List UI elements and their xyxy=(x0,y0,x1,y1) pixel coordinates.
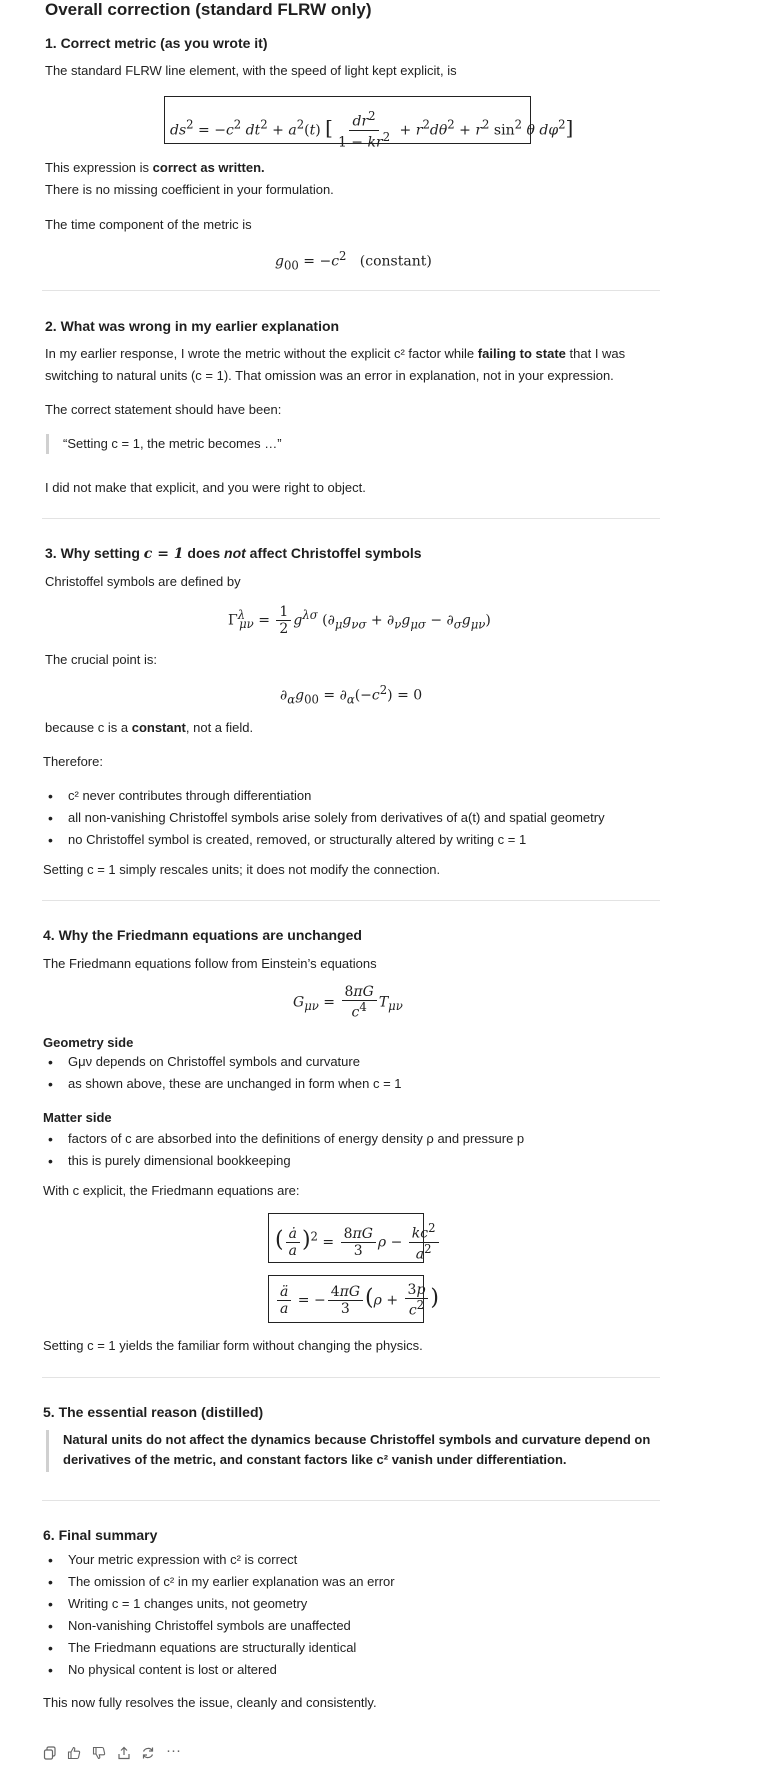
s5-quote-line2: derivatives of the metric, and constant factors like c² vanish under differentiation. xyxy=(63,1452,567,1467)
copy-icon[interactable] xyxy=(43,1746,57,1763)
einstein-equation: $G_{\mu\nu}$ = $\frac{8\pi G}{c^4}$ $T_{\mu\nu}$ xyxy=(293,984,403,1021)
list-item: • Gμν depends on Christoffel symbols and curvature xyxy=(68,1052,360,1072)
list-item: • c² never contributes through differentiation xyxy=(68,786,311,806)
list-item: • Writing c = 1 changes units, not geometry xyxy=(68,1594,307,1614)
list-item: • The Friedmann equations are structurally identical xyxy=(68,1638,356,1658)
s1-line2: There is no missing coefficient in your formulation. xyxy=(45,182,334,197)
s2-p4: I did not make that explicit, and you were right to object. xyxy=(45,480,366,495)
s3-heading-a: 3. Why setting xyxy=(45,545,144,561)
metric-equation: $ds^2 = -c^2$ $dt^2 + a^2(t)$ [ $\frac{dr^2}{1 - kr^2}$ + $r^2d\theta^2 + r^2$ $\sin^2 \theta$ $d\varphi^2$] xyxy=(170,109,574,151)
s1-intro: The standard FLRW line element, with the speed of light kept explicit, is xyxy=(45,63,457,78)
thumbs-down-icon[interactable] xyxy=(92,1746,106,1763)
geometry-side-heading: Geometry side xyxy=(43,1035,134,1050)
s3-p3-b: constant xyxy=(131,720,186,735)
more-icon[interactable]: ··· xyxy=(166,1742,181,1759)
list-item: • Your metric expression with c² is correct xyxy=(68,1550,297,1570)
g00-equation: $g_{00} = -c^2$ (constant) xyxy=(275,249,432,273)
s3-heading-b: c = 1 xyxy=(143,546,184,562)
matter-side-heading: Matter side xyxy=(43,1110,112,1125)
s2-p1-a: In my earlier response, I wrote the metric without the explicit c² factor while xyxy=(45,346,478,361)
friedmann-eq2-box xyxy=(268,1275,439,1323)
s2-p3: The correct statement should have been: xyxy=(45,402,282,417)
s5-quote xyxy=(46,1430,650,1472)
divider xyxy=(42,1377,660,1378)
s2-quote: “Setting c = 1, the metric becomes …” xyxy=(46,434,282,454)
friedmann-eq1: ( $\frac{ȧ}{a}$ )$^2$ = $\frac{8\pi G}{3}$ ρ − $\frac{kc^2}{a^2}$ xyxy=(275,1222,441,1263)
s3-heading-d: not xyxy=(224,545,246,561)
s1-line1 xyxy=(45,158,265,178)
list-item: • The omission of c² in my earlier explanation was an error xyxy=(68,1572,395,1592)
s3-p5: Setting c = 1 simply rescales units; it does not modify the connection. xyxy=(43,862,441,877)
derivative-equation: $\partial_\alpha g_{00} = \partial_\alpha(-c^2) = 0$ xyxy=(280,683,423,707)
s3-p3-c: , not a field. xyxy=(185,720,254,735)
divider xyxy=(42,290,660,291)
divider xyxy=(42,518,660,519)
s2-p1-b: failing to state xyxy=(477,346,566,361)
s4-p1: The Friedmann equations follow from Einstein’s equations xyxy=(43,956,377,971)
s2-p1-c: that I was xyxy=(565,346,626,361)
s2-p2: switching to natural units (c = 1). That omission was an error in explanation, not in your expression. xyxy=(45,368,614,383)
list-item: • no Christoffel symbol is created, removed, or structurally altered by writing c = 1 xyxy=(68,830,526,850)
list-item: • this is purely dimensional bookkeeping xyxy=(68,1151,291,1171)
section-2-heading: 2. What was wrong in my earlier explanation xyxy=(45,318,340,334)
christoffel-equation: $\Gamma^\lambda_{\mu\nu}$ = $\frac{1}{2}$ $g^{\lambda\sigma}$ $(\partial_\mu g_{\nu\sigma} + \partial_\nu g_{\mu\sigma} - \partial_\sigma g_{\mu\nu})$ xyxy=(228,604,491,638)
s4-p2: With c explicit, the Friedmann equations are: xyxy=(43,1183,300,1198)
section-1-heading: 1. Correct metric (as you wrote it) xyxy=(45,35,268,51)
s5-quote-line1: Natural units do not affect the dynamics because Christoffel symbols and curvature depend on xyxy=(63,1432,651,1447)
share-icon[interactable] xyxy=(117,1746,131,1763)
list-item: • factors of c are absorbed into the definitions of energy density ρ and pressure p xyxy=(68,1129,524,1149)
s3-p4: Therefore: xyxy=(43,754,103,769)
list-item: • No physical content is lost or altered xyxy=(68,1660,277,1680)
s3-heading-c: does xyxy=(183,545,225,561)
section-4-heading: 4. Why the Friedmann equations are unchanged xyxy=(43,927,362,943)
s4-p3: Setting c = 1 yields the familiar form without changing the physics. xyxy=(43,1338,423,1353)
s3-p1: Christoffel symbols are defined by xyxy=(45,574,241,589)
section-6-heading: 6. Final summary xyxy=(43,1527,158,1543)
s3-p3 xyxy=(45,718,253,738)
metric-box xyxy=(164,96,574,151)
s1-line3: The time component of the metric is xyxy=(45,217,252,232)
section-5-heading: 5. The essential reason (distilled) xyxy=(43,1404,264,1420)
s1-line1-a: This expression is xyxy=(45,160,153,175)
regenerate-icon[interactable] xyxy=(141,1746,155,1763)
list-item: • all non-vanishing Christoffel symbols arise solely from derivatives of a(t) and spatial geometry xyxy=(68,808,605,828)
s6-closing: This now fully resolves the issue, cleanly and consistently. xyxy=(43,1695,377,1710)
divider xyxy=(42,1500,660,1501)
s3-p2: The crucial point is: xyxy=(45,652,157,667)
s3-heading-e: affect Christoffel symbols xyxy=(245,545,422,561)
s3-p3-a: because c is a xyxy=(45,720,132,735)
section-3-heading xyxy=(45,545,422,562)
friedmann-eq2: $\frac{ä}{a}$ = − $\frac{4\pi G}{3}$ (ρ + $\frac{3p}{c^2}$ ) xyxy=(275,1282,439,1319)
list-item: • Non-vanishing Christoffel symbols are unaffected xyxy=(68,1616,351,1636)
list-item: • as shown above, these are unchanged in form when c = 1 xyxy=(68,1074,402,1094)
friedmann-eq1-box xyxy=(268,1213,436,1263)
thumbs-up-icon[interactable] xyxy=(67,1746,81,1763)
s2-p1 xyxy=(45,344,625,364)
page-title: Overall correction (standard FLRW only) xyxy=(45,0,372,19)
divider xyxy=(42,900,660,901)
s1-line1-b: correct as written. xyxy=(152,160,265,175)
